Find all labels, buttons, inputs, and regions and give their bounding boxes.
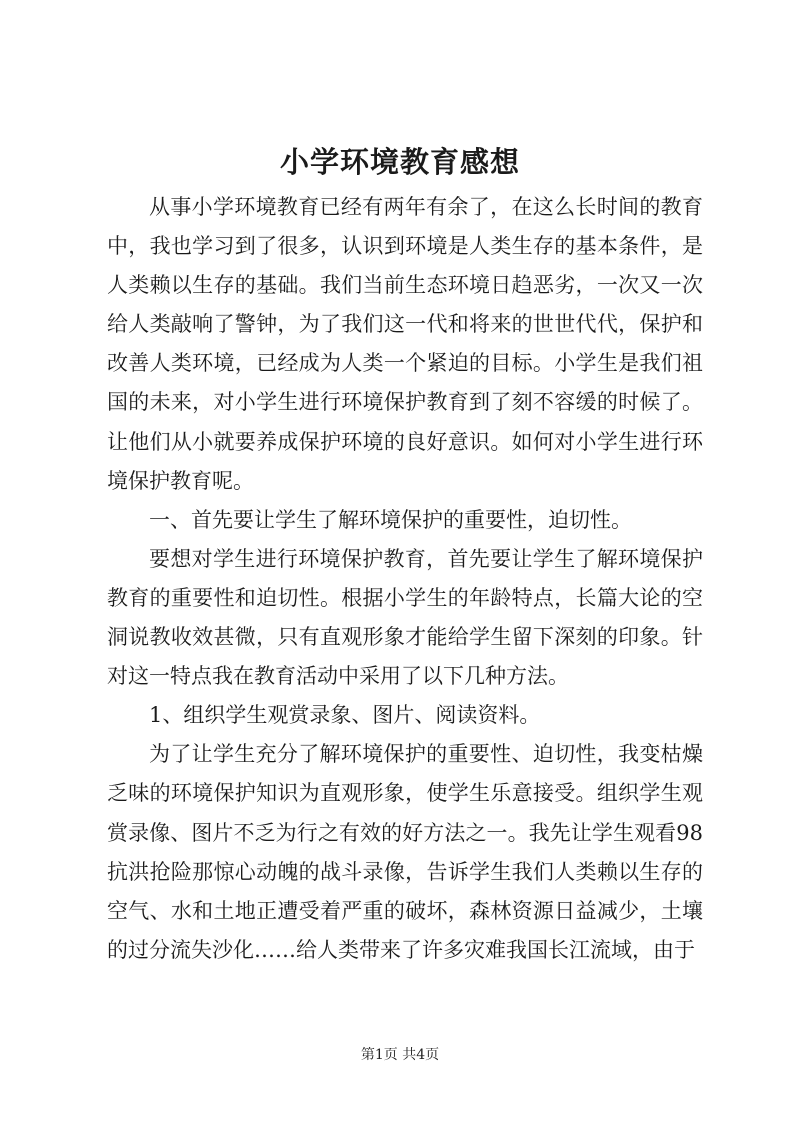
subsection-heading-1: 1、组织学生观赏录象、图片、阅读资料。 [149,703,541,728]
paragraph-intro: 从事小学环境教育已经有两年有余了，在这么长时间的教育中，我也学习到了很多，认识到环境是人类生存的基本条件，是人类赖以生存的基础。我们当前生态环境日趋恶劣，一次又一次给人类敲响了警钟，为了我们这一代和将来的世世代代，保护和改善人类环境，已经成为人类一个紧迫的目标。小学生是我们祖国的未来，对小学生进行环境保护教育到了刻不容缓的时候了。让他们从小就要养成保护环境的良好意识。如何对小学生进行环境保护教育呢。 [107,195,703,493]
document-body [107,188,703,970]
paragraph-subsection-1: 为了让学生充分了解环境保护的重要性、迫切性，我变枯燥乏味的环境保护知识为直观形象，使学生乐意接受。组织学生观赏录像、图片不乏为行之有效的好方法之一。我先让学生观看98抗洪抢险那惊心动魄的战斗录像，告诉学生我们人类赖以生存的空气、水和土地正遭受着严重的破坏，森林资源日益减少，土壤的过分流失沙化……给人类带来了许多灾难我国长江流域，由于 [107,742,703,962]
paragraph-section-1: 要想对学生进行环境保护教育，首先要让学生了解环境保护教育的重要性和迫切性。根据小学生的年龄特点，长篇大论的空洞说教收效甚微，只有直观形象才能给学生留下深刻的印象。针对这一特点我在教育活动中采用了以下几种方法。 [107,546,703,689]
section-heading-1: 一、首先要让学生了解环境保护的重要性，迫切性。 [149,507,632,532]
document-title: 小学环境教育感想 [279,145,520,179]
page-footer: 第1页 共4页 [360,1047,440,1063]
